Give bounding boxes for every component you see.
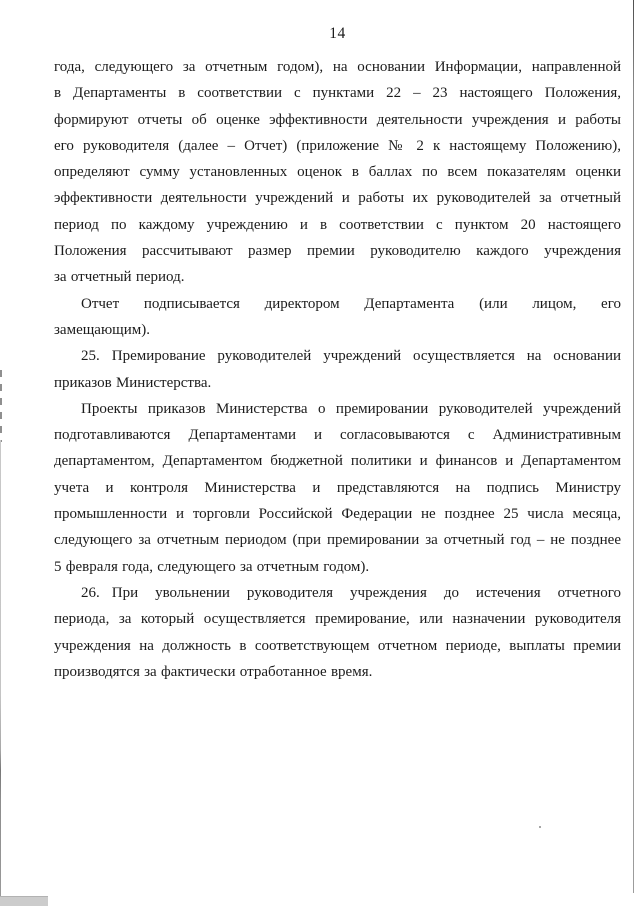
scan-artifact-left-edge-line (0, 440, 1, 905)
text-line: в Департаменты в соответствии с пунктами 22 – 23 настоящего Положения, (54, 85, 621, 102)
text-line: период по каждому учреждению и в соответствии с пунктом 20 настоящего (54, 216, 621, 233)
text-line: учета и контроля Министерства и представляются на подпись Министру (54, 479, 621, 496)
scan-artifact-left-edge-dashes (0, 370, 2, 442)
text-line: года, следующего за отчетным годом), на основании Информации, направленной (54, 59, 621, 75)
page-number: 14 (329, 25, 346, 42)
text-line: его руководителя (далее – Отчет) (приложение № 2 к настоящему Положению), (54, 137, 621, 154)
text-line: промышленности и торговли Российской Федерации не позднее 25 числа месяца, (54, 506, 621, 523)
text-line: 25. Премирование руководителей учреждений осуществляется на основании (81, 348, 621, 365)
text-line: эффективности деятельности учреждений и работы их руководителей за отчетный (54, 190, 621, 207)
scan-artifact-dot (539, 826, 541, 828)
document-body (54, 54, 621, 685)
text-line: департаментом, Департаментом бюджетной политики и финансов и Департаментом (54, 453, 621, 470)
text-line: замещающим). (54, 321, 150, 338)
text-line: производятся за фактически отработанное время. (54, 663, 373, 680)
text-line: приказов Министерства. (54, 374, 212, 391)
text-line: формируют отчеты об оценке эффективности деятельности учреждения и работы (54, 111, 621, 128)
text-line: подготавливаются Департаментами и согласовываются с Административным (54, 427, 621, 444)
text-line: определяют сумму установленных оценок в баллах по всем показателям оценки (54, 164, 621, 181)
text-line: следующего за отчетным периодом (при премировании за отчетный год – не позднее (54, 532, 621, 549)
text-line: 5 февраля года, следующего за отчетным годом). (54, 558, 370, 575)
text-line: Проекты приказов Министерства о премировании руководителей учреждений (81, 400, 621, 417)
scan-artifact-right-edge-line (633, 0, 634, 893)
text-line: за отчетный период. (54, 269, 185, 286)
text-line: 26. При увольнении руководителя учреждения до истечения отчетного (81, 584, 621, 601)
text-line: периода, за который осуществляется премирование, или назначении руководителя (54, 611, 621, 628)
text-line: Положения рассчитывают размер премии руководителю каждого учреждения (54, 243, 621, 260)
text-line: Отчет подписывается директором Департамента (или лицом, его (81, 295, 621, 312)
text-line: учреждения на должность в соответствующем отчетном периоде, выплаты премии (54, 637, 621, 654)
